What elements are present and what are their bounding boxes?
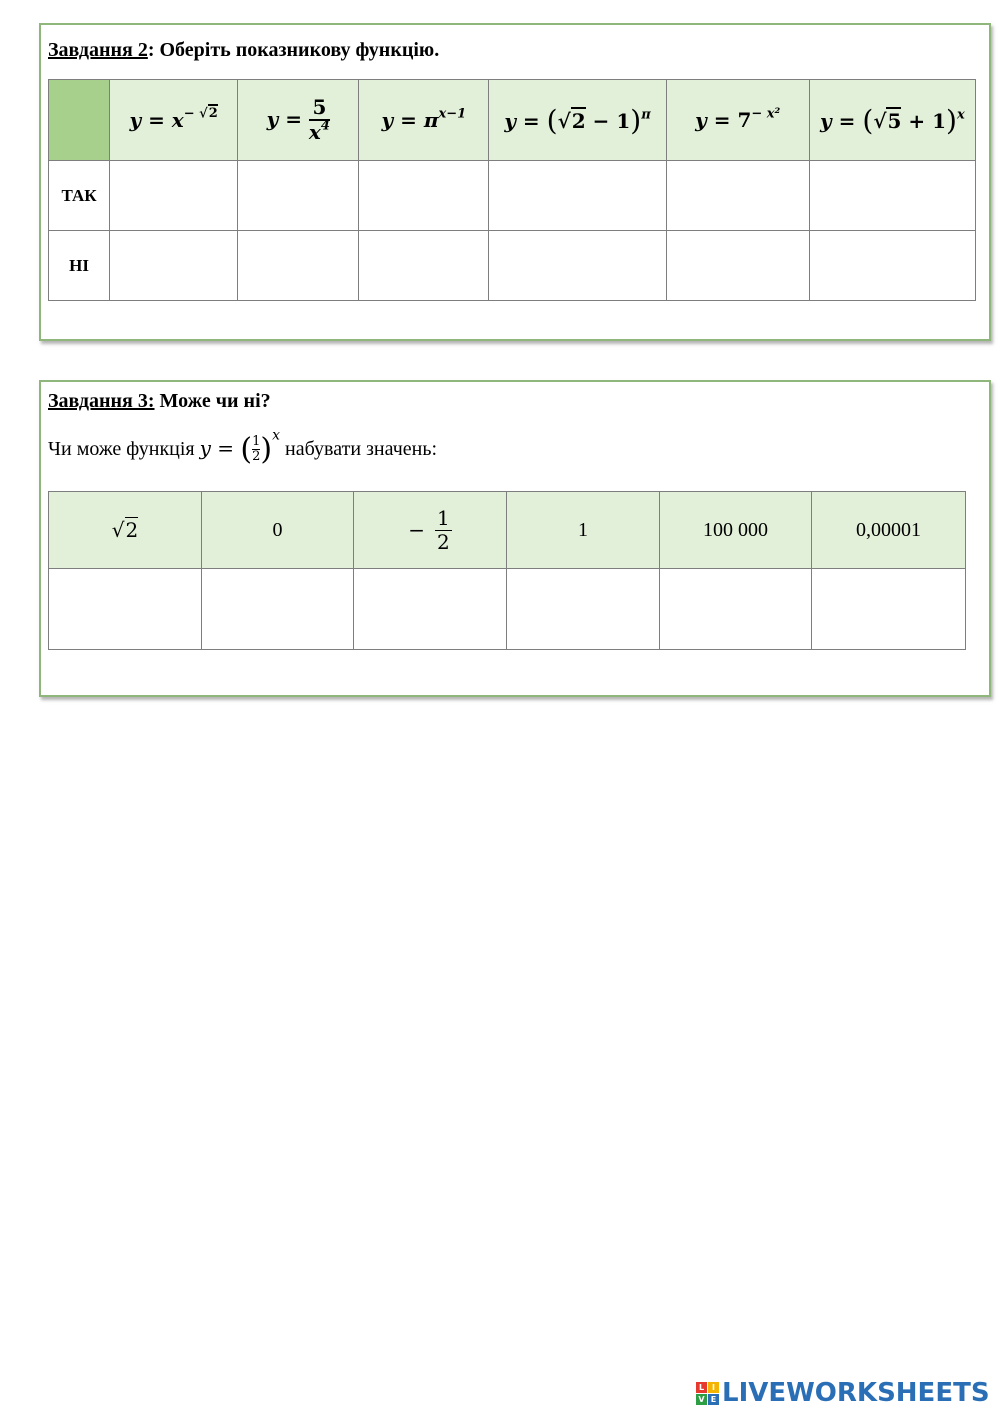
task2-table [48, 79, 976, 301]
answer-cell-no-5[interactable] [666, 231, 809, 301]
value-0-00001: 0,00001 [812, 492, 966, 569]
answer-cell-no-2[interactable] [238, 231, 359, 301]
answer-cell-4[interactable] [507, 569, 660, 650]
row-label-no: НІ [49, 231, 110, 301]
answer-cell-5[interactable] [660, 569, 812, 650]
answer-cell-yes-6[interactable] [809, 161, 975, 231]
task2-panel [39, 23, 991, 341]
task3-values-row [49, 492, 966, 569]
answer-cell-6[interactable] [812, 569, 966, 650]
function-option-3: $y = \pi^{x-1}$ [359, 80, 489, 161]
task2-row-no [49, 231, 976, 301]
function-formula: y = ( $\frac{1}{2}$ )$^x$ [199, 427, 281, 467]
task3-question [48, 427, 438, 467]
function-option-1: $y = x^{- √2}$ [110, 80, 238, 161]
task2-title-text: : Оберіть показникову функцію. [147, 39, 440, 61]
question-text-after: набувати значень: [285, 438, 438, 460]
logo-text: LIVEWORKSHEETS [722, 1378, 990, 1408]
answer-cell-no-4[interactable] [489, 231, 666, 301]
value-minus-half: − $\frac{1}{2}$ [354, 492, 507, 569]
task3-title-text: Може чи ні? [154, 390, 271, 412]
function-option-2: y = $\frac{5}{x^4}$ [238, 80, 359, 161]
answer-cell-yes-1[interactable] [110, 161, 238, 231]
task3-answer-row [49, 569, 966, 650]
value-zero: 0 [202, 492, 354, 569]
answer-cell-no-1[interactable] [110, 231, 238, 301]
answer-cell-yes-3[interactable] [359, 161, 489, 231]
function-option-5: $y = 7^{- x^2}$ [666, 80, 809, 161]
task3-title-label: Завдання 3: [48, 390, 155, 412]
answer-cell-1[interactable] [49, 569, 202, 650]
answer-cell-no-3[interactable] [359, 231, 489, 301]
answer-cell-yes-4[interactable] [489, 161, 666, 231]
answer-cell-yes-2[interactable] [238, 161, 359, 231]
logo-icon [696, 1382, 719, 1405]
liveworksheets-logo [696, 1378, 990, 1408]
question-text-before: Чи може функція [48, 438, 200, 460]
logo-icon-v: V [696, 1394, 707, 1405]
answer-cell-3[interactable] [354, 569, 507, 650]
task3-table [48, 491, 966, 650]
function-option-6: $y = (√5 + 1)^x$ [809, 80, 975, 161]
task3-title [48, 390, 271, 413]
task2-title [48, 39, 439, 62]
corner-cell [49, 80, 110, 161]
logo-icon-l: L [696, 1382, 707, 1393]
value-one: 1 [507, 492, 660, 569]
value-sqrt2: √2 [49, 492, 202, 569]
answer-cell-2[interactable] [202, 569, 354, 650]
task3-panel [39, 380, 991, 697]
logo-icon-i: I [708, 1382, 719, 1393]
row-label-yes: ТАК [49, 161, 110, 231]
answer-cell-no-6[interactable] [809, 231, 975, 301]
task2-header-row [49, 80, 976, 161]
answer-cell-yes-5[interactable] [666, 161, 809, 231]
task2-title-label: Завдання 2 [48, 39, 148, 61]
value-100000: 100 000 [660, 492, 812, 569]
task2-row-yes [49, 161, 976, 231]
function-option-4: $y = (√2 - 1)^\pi$ [489, 80, 666, 161]
logo-icon-e: E [708, 1394, 719, 1405]
